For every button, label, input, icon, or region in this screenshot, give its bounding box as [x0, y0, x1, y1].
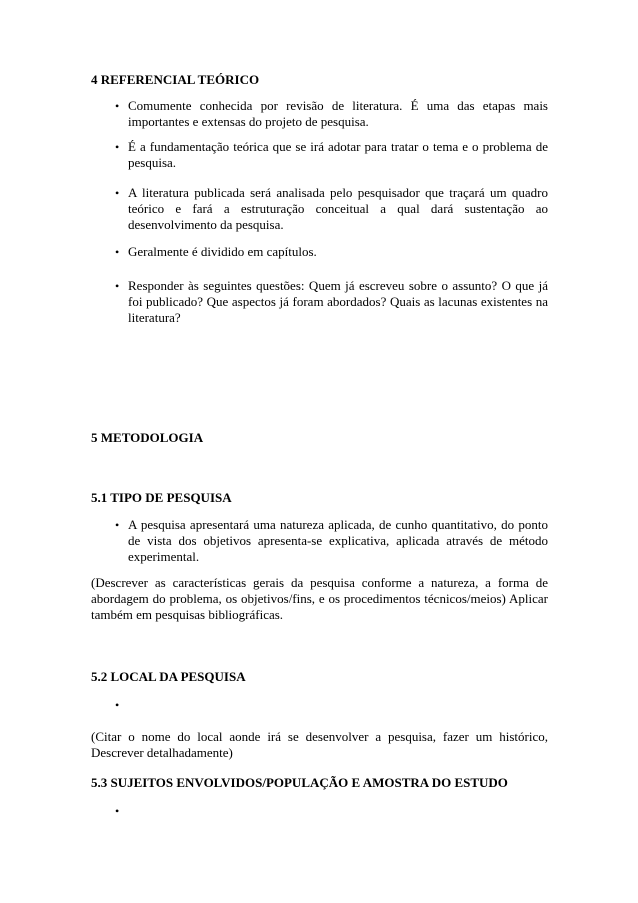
list-item-text: Comumente conhecida por revisão de literatura. É uma das etapas mais importantes e extensas do projeto de pesquisa. [128, 98, 548, 129]
section-5-2-note: (Citar o nome do local aonde irá se desenvolver a pesquisa, fazer um histórico, Descrever detalhadamente) [91, 729, 548, 760]
list-item-text: A literatura publicada será analisada pelo pesquisador que traçará um quadro teórico e fará a estruturação conceitual a qual dará sustentação ao desenvolvimento da pesquisa. [128, 185, 548, 232]
list-item [91, 98, 548, 130]
bullet-icon: • [115, 518, 120, 532]
bullet-icon: • [115, 804, 120, 818]
list-item [91, 244, 548, 260]
list-item-text: Geralmente é dividido em capítulos. [128, 244, 317, 259]
section-5-2-heading: 5.2 LOCAL DA PESQUISA [91, 669, 246, 684]
list-item [91, 278, 548, 326]
bullet-icon: • [115, 245, 120, 259]
bullet-icon: • [115, 99, 120, 113]
bullet-icon: • [115, 186, 120, 200]
section-5-1-note: (Descrever as características gerais da pesquisa conforme a natureza, a forma de abordagem do problema, os objetivos/fins, e os procedimentos técnicos/meios) Aplicar também em pesquisas bibliográficas. [91, 575, 548, 622]
list-item [91, 185, 548, 233]
section-4-heading: 4 REFERENCIAL TEÓRICO [91, 72, 260, 87]
list-item-text: Responder às seguintes questões: Quem já escreveu sobre o assunto? O que já foi publicado? Que aspectos já foram abordados? Quais as lacunas existentes na literatura? [128, 278, 548, 325]
section-5-3-heading: 5.3 SUJEITOS ENVOLVIDOS/POPULAÇÃO E AMOSTRA DO ESTUDO [91, 775, 508, 790]
section-5-heading: 5 METODOLOGIA [91, 430, 204, 445]
list-item-text: A pesquisa apresentará uma natureza aplicada, de cunho quantitativo, do ponto de vista dos objetivos apresenta-se explicativa, aplicada através de método experimental. [128, 517, 548, 564]
list-item [91, 517, 548, 565]
list-item [91, 139, 548, 171]
bullet-icon: • [115, 698, 120, 712]
list-item-text: É a fundamentação teórica que se irá adotar para tratar o tema e o problema de pesquisa. [128, 139, 548, 170]
bullet-icon: • [115, 279, 120, 293]
bullet-icon: • [115, 140, 120, 154]
section-5-1-heading: 5.1 TIPO DE PESQUISA [91, 490, 232, 505]
